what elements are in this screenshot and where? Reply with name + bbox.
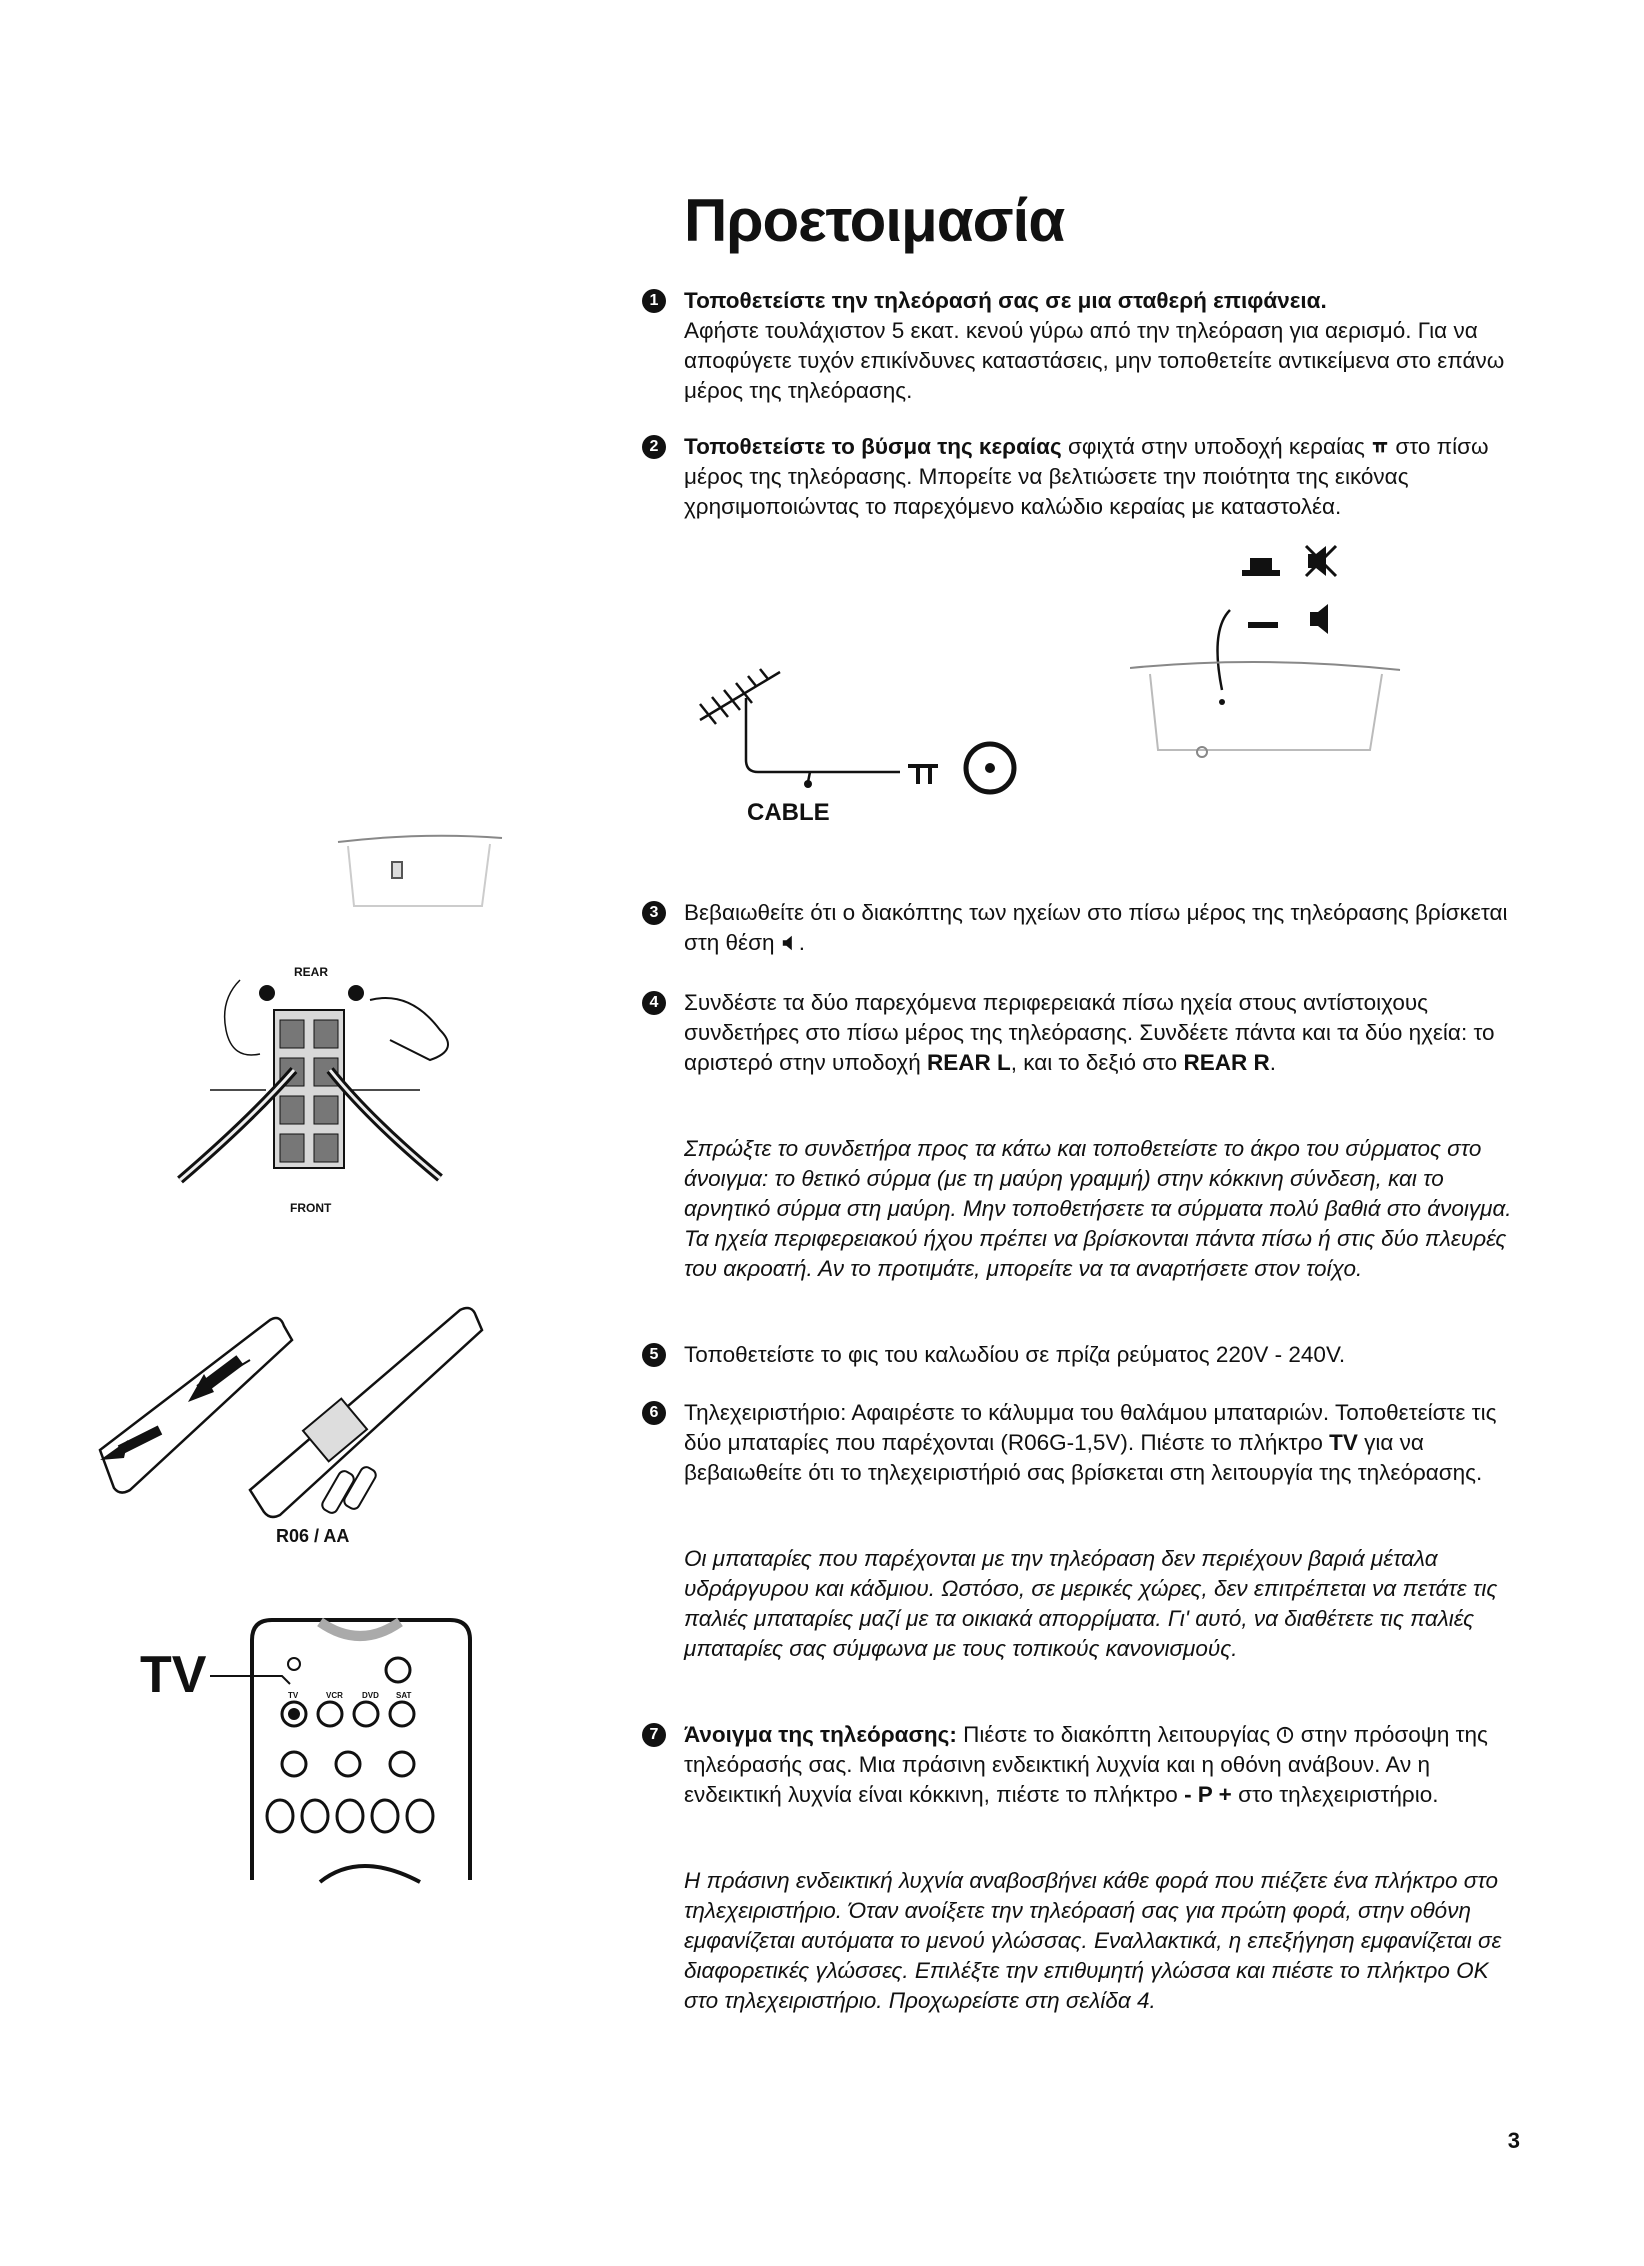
- step-6: [642, 1398, 1522, 1488]
- remote-key-tv: TV: [288, 1691, 299, 1700]
- speaker-on-icon: [1310, 604, 1328, 634]
- tv-back-small-illustration: [332, 822, 512, 912]
- step-2: [642, 432, 1522, 522]
- speaker-icon: [781, 933, 799, 953]
- speaker-mute-icon: [1306, 546, 1336, 576]
- step-number-4: 4: [642, 991, 666, 1015]
- antenna-cable-illustration: [690, 660, 1070, 830]
- rear-label: REAR: [294, 965, 329, 979]
- step-7: [642, 1720, 1522, 1810]
- step-7-heading: Άνοιγμα της τηλεόρασης:: [684, 1722, 957, 1747]
- step-number-3: 3: [642, 901, 666, 925]
- step-4-text-a: Συνδέστε τα δύο παρεχόμενα περιφερειακά πίσω ηχεία στους αντίστοιχους συνδετήρες στο πίσω μέρος της τηλεόρασης. Συνδέετε πάντα και τα δύο ηχεία: το αριστερό στην υποδοχή: [684, 990, 1495, 1075]
- antenna-socket-icon: [1371, 437, 1389, 457]
- step-1-heading: Τοποθετείστε την τηλεόρασή σας σε μια σταθερή επιφάνεια.: [684, 288, 1327, 313]
- remote-key-vcr: VCR: [326, 1691, 343, 1700]
- step-7-text-c: στο τηλεχειριστήριο.: [1238, 1782, 1439, 1807]
- step-number-6: 6: [642, 1401, 666, 1425]
- step-6-text-a: Τηλεχειριστήριο: Αφαιρέστε το κάλυμμα του θαλάμου μπαταριών. Τοποθετείστε τις δύο μπαταρίες που παρέχονται (R06G-1,5V). Πιέστε το πλήκτρο: [684, 1400, 1497, 1455]
- cable-label: CABLE: [747, 799, 830, 826]
- cable-dot: [804, 780, 812, 788]
- step-6-text-b: για να βεβαιωθείτε ότι το τηλεχειριστήριό σας βρίσκεται στη λειτουργία της τηλεόρασης.: [684, 1430, 1483, 1485]
- step-3-text-end: .: [798, 930, 806, 955]
- step-3: [642, 898, 1522, 958]
- step-4-note: Σπρώξτε το συνδετήρα προς τα κάτω και τοποθετείστε το άκρο του σύρματος στο άνοιγμα: το θετικό σύρμα (με τη μαύρη γραμμή) στην κόκκινη σύνδεση, και το αρνητικό σύρμα στη μαύρη. Μην τοποθετήσετε τα σύρματα πολύ βαθιά στο άνοιγμα. Τα ηχεία περιφερειακού ήχου πρέπει να βρίσκονται πάντα πίσω ή στις δύο πλευρές του ακροατή. Αν το προτιμάτε, μπορείτε να τα αναρτήσετε στον τοίχο.: [684, 1136, 1512, 1281]
- step-2-text-a: σφιχτά στην υποδοχή κεραίας: [1067, 434, 1365, 459]
- remote-key-sat: SAT: [396, 1691, 412, 1700]
- step-7-note: Η πράσινη ενδεικτική λυχνία αναβοσβήνει κάθε φορά που πιέζετε ένα πλήκτρο στο τηλεχειριστήριο. Όταν ανοίξετε την τηλεόρασή σας για πρώτη φορά, στην οθόνη εμφανίζεται αυτόματα το μενού γλώσσας. Εναλλακτικά, η επεξήγηση εμφανίζεται σε διαφορετικές γλώσσες. Επιλέξτε την επιθυμητή γλώσσα και πιέστε το πλήκτρο ΟΚ στο τηλεχειριστήριο. Προχωρείστε στη σελίδα 4.: [684, 1868, 1502, 2013]
- step-4-text-c: .: [1269, 1050, 1276, 1075]
- page-title: Προετοιμασία: [684, 187, 1065, 254]
- power-icon: [1276, 1725, 1294, 1745]
- step-3-text: Βεβαιωθείτε ότι ο διακόπτης των ηχείων στο πίσω μέρος της τηλεόρασης βρίσκεται στη θέση: [684, 900, 1508, 955]
- p-key-label: - P +: [1184, 1782, 1232, 1807]
- tv-back-switch-illustration: [1130, 540, 1410, 790]
- step-number-5: 5: [642, 1343, 666, 1367]
- battery-label: R06 / AA: [276, 1526, 350, 1546]
- step-number-1: 1: [642, 289, 666, 313]
- step-number-2: 2: [642, 435, 666, 459]
- step-1-text: Αφήστε τουλάχιστον 5 εκατ. κενού γύρω από την τηλεόραση για αερισμό. Για να αποφύγετε τυχόν επικίνδυνες καταστάσεις, μην τοποθετείτε αντικείμενα στο επάνω μέρος της τηλεόρασης.: [684, 318, 1505, 403]
- rear-l-label: REAR L: [927, 1050, 1011, 1075]
- page-number: 3: [1507, 2128, 1520, 2153]
- step-1: [642, 286, 1522, 406]
- step-4-text-b: , και το δεξιό στο: [1010, 1050, 1178, 1075]
- tv-callout-label: TV: [140, 1646, 207, 1704]
- step-4: [642, 988, 1522, 1078]
- step-2-text-b: στο πίσω μέρος της τηλεόρασης. Μπορείτε να βελτιώσετε την ποιότητα της εικόνας χρησιμοποιώντας το παρεχόμενο καλώδιο κεραίας με καταστολέα.: [684, 434, 1489, 519]
- tv-key-label: TV: [1329, 1430, 1358, 1455]
- step-number-7: 7: [642, 1723, 666, 1747]
- battery-insertion-illustration: [80, 1300, 520, 1550]
- front-label: FRONT: [290, 1201, 332, 1215]
- step-7-text-b: στην πρόσοψη της τηλεόρασής σας. Μια πράσινη ενδεικτική λυχνία και η οθόνη ανάβουν. Αν η ενδεικτική λυχνία είναι κόκκινη, πιέστε το πλήκτρο: [684, 1722, 1488, 1807]
- remote-tv-key-illustration: [130, 1610, 490, 1890]
- step-2-heading: Τοποθετείστε το βύσμα της κεραίας: [684, 434, 1062, 459]
- step-5-text: Τοποθετείστε το φις του καλωδίου σε πρίζα ρεύματος 220V - 240V.: [684, 1342, 1346, 1367]
- remote-key-dvd: DVD: [362, 1691, 379, 1700]
- step-7-text-a: Πιέστε το διακόπτη λειτουργίας: [963, 1722, 1271, 1747]
- rear-speaker-connection-illustration: [170, 950, 470, 1230]
- step-6-note: Οι μπαταρίες που παρέχονται με την τηλεόραση δεν περιέχουν βαριά μέταλα υδράργυρου και κάδμιου. Ωστόσο, σε μερικές χώρες, δεν επιτρέπεται να πετάτε τις παλιές μπαταρίες μαζί με τα οικιακά απορρίματα. Γι' αυτό, να διαθέτετε τις παλιές μπαταρίες σας σύμφωνα με τους τοπικούς κανονισμούς.: [684, 1546, 1498, 1661]
- rear-r-label: REAR R: [1183, 1050, 1270, 1075]
- step-5: [642, 1340, 1522, 1370]
